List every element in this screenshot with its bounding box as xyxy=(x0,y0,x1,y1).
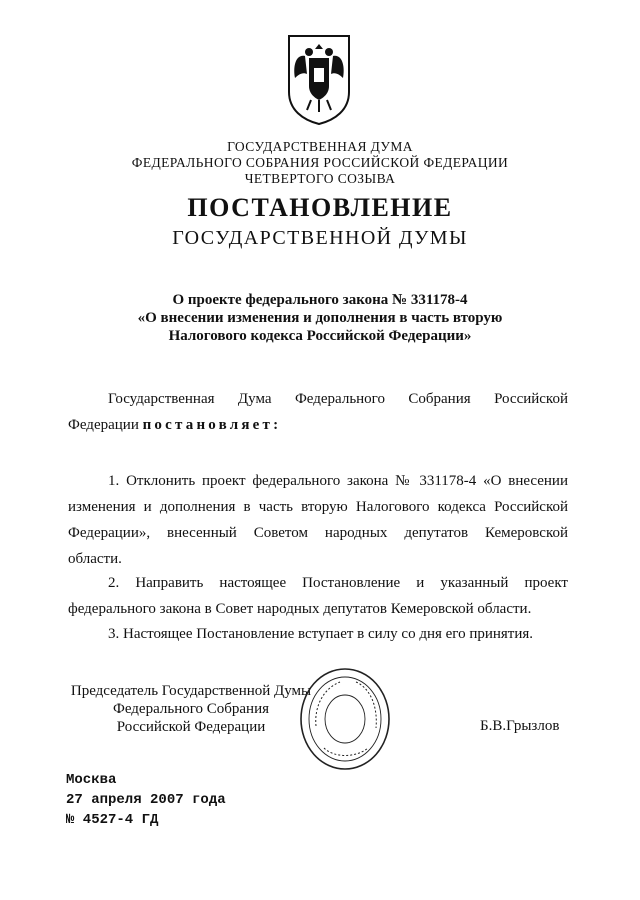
item-1-line-4: области. xyxy=(68,551,122,567)
preamble-decree-word: постановляет: xyxy=(142,417,282,433)
header-line-2: ФЕДЕРАЛЬНОГО СОБРАНИЯ РОССИЙСКОЙ ФЕДЕРАЦИИ xyxy=(131,155,509,170)
preamble-line-2 xyxy=(68,412,568,438)
document-footer xyxy=(66,770,226,830)
footer-number: № 4527-4 ГД xyxy=(66,812,159,828)
signature-line-2: Федерального Собрания xyxy=(112,701,270,717)
header-line-3: ЧЕТВЕРТОГО СОЗЫВА xyxy=(244,171,396,186)
item-1-line-2: изменения и дополнения в часть вторую Налогового кодекса Российской xyxy=(68,499,568,515)
signature-line-1: Председатель Государственной Думы xyxy=(70,683,312,699)
signature-line-3: Российской Федерации xyxy=(116,719,266,735)
item-2-line-2: федерального закона в Совет народных депутатов Кемеровской области. xyxy=(68,601,532,617)
footer-city: Москва xyxy=(66,772,117,788)
header-line-1: ГОСУДАРСТВЕННАЯ ДУМА xyxy=(227,139,413,154)
signature-title xyxy=(66,682,316,736)
document-subject xyxy=(0,291,640,345)
list-item xyxy=(68,621,568,647)
preamble-prefix: Федерации xyxy=(68,417,139,433)
item-1-line-3: Федерации», внесенный Советом народных депутатов Кемеровской xyxy=(68,525,568,541)
item-2-line-1: 2. Направить настоящее Постановление и указанный проект xyxy=(108,575,568,591)
list-item xyxy=(68,570,568,622)
item-3-line-1: 3. Настоящее Постановление вступает в силу со дня его принятия. xyxy=(108,626,534,642)
subject-line-1: О проекте федерального закона № 331178-4 xyxy=(172,292,468,308)
preamble-line-1: Государственная Дума Федерального Собрания Российской xyxy=(108,391,568,407)
round-stamp-icon xyxy=(298,666,392,772)
item-1-line-1: 1. Отклонить проект федерального закона № 331178-4 «О внесении xyxy=(108,473,568,489)
russian-coat-of-arms-icon xyxy=(285,34,353,126)
signatory-name: Б.В.Грызлов xyxy=(480,718,560,734)
list-item xyxy=(68,468,568,572)
subject-line-2: «О внесении изменения и дополнения в часть вторую xyxy=(137,310,503,326)
document-subtitle: ГОСУДАРСТВЕННОЙ ДУМЫ xyxy=(172,227,468,249)
footer-date: 27 апреля 2007 года xyxy=(66,792,226,808)
subject-line-3: Налогового кодекса Российской Федерации» xyxy=(168,328,472,344)
document-title: ПОСТАНОВЛЕНИЕ xyxy=(187,193,453,222)
preamble-paragraph xyxy=(68,386,568,438)
